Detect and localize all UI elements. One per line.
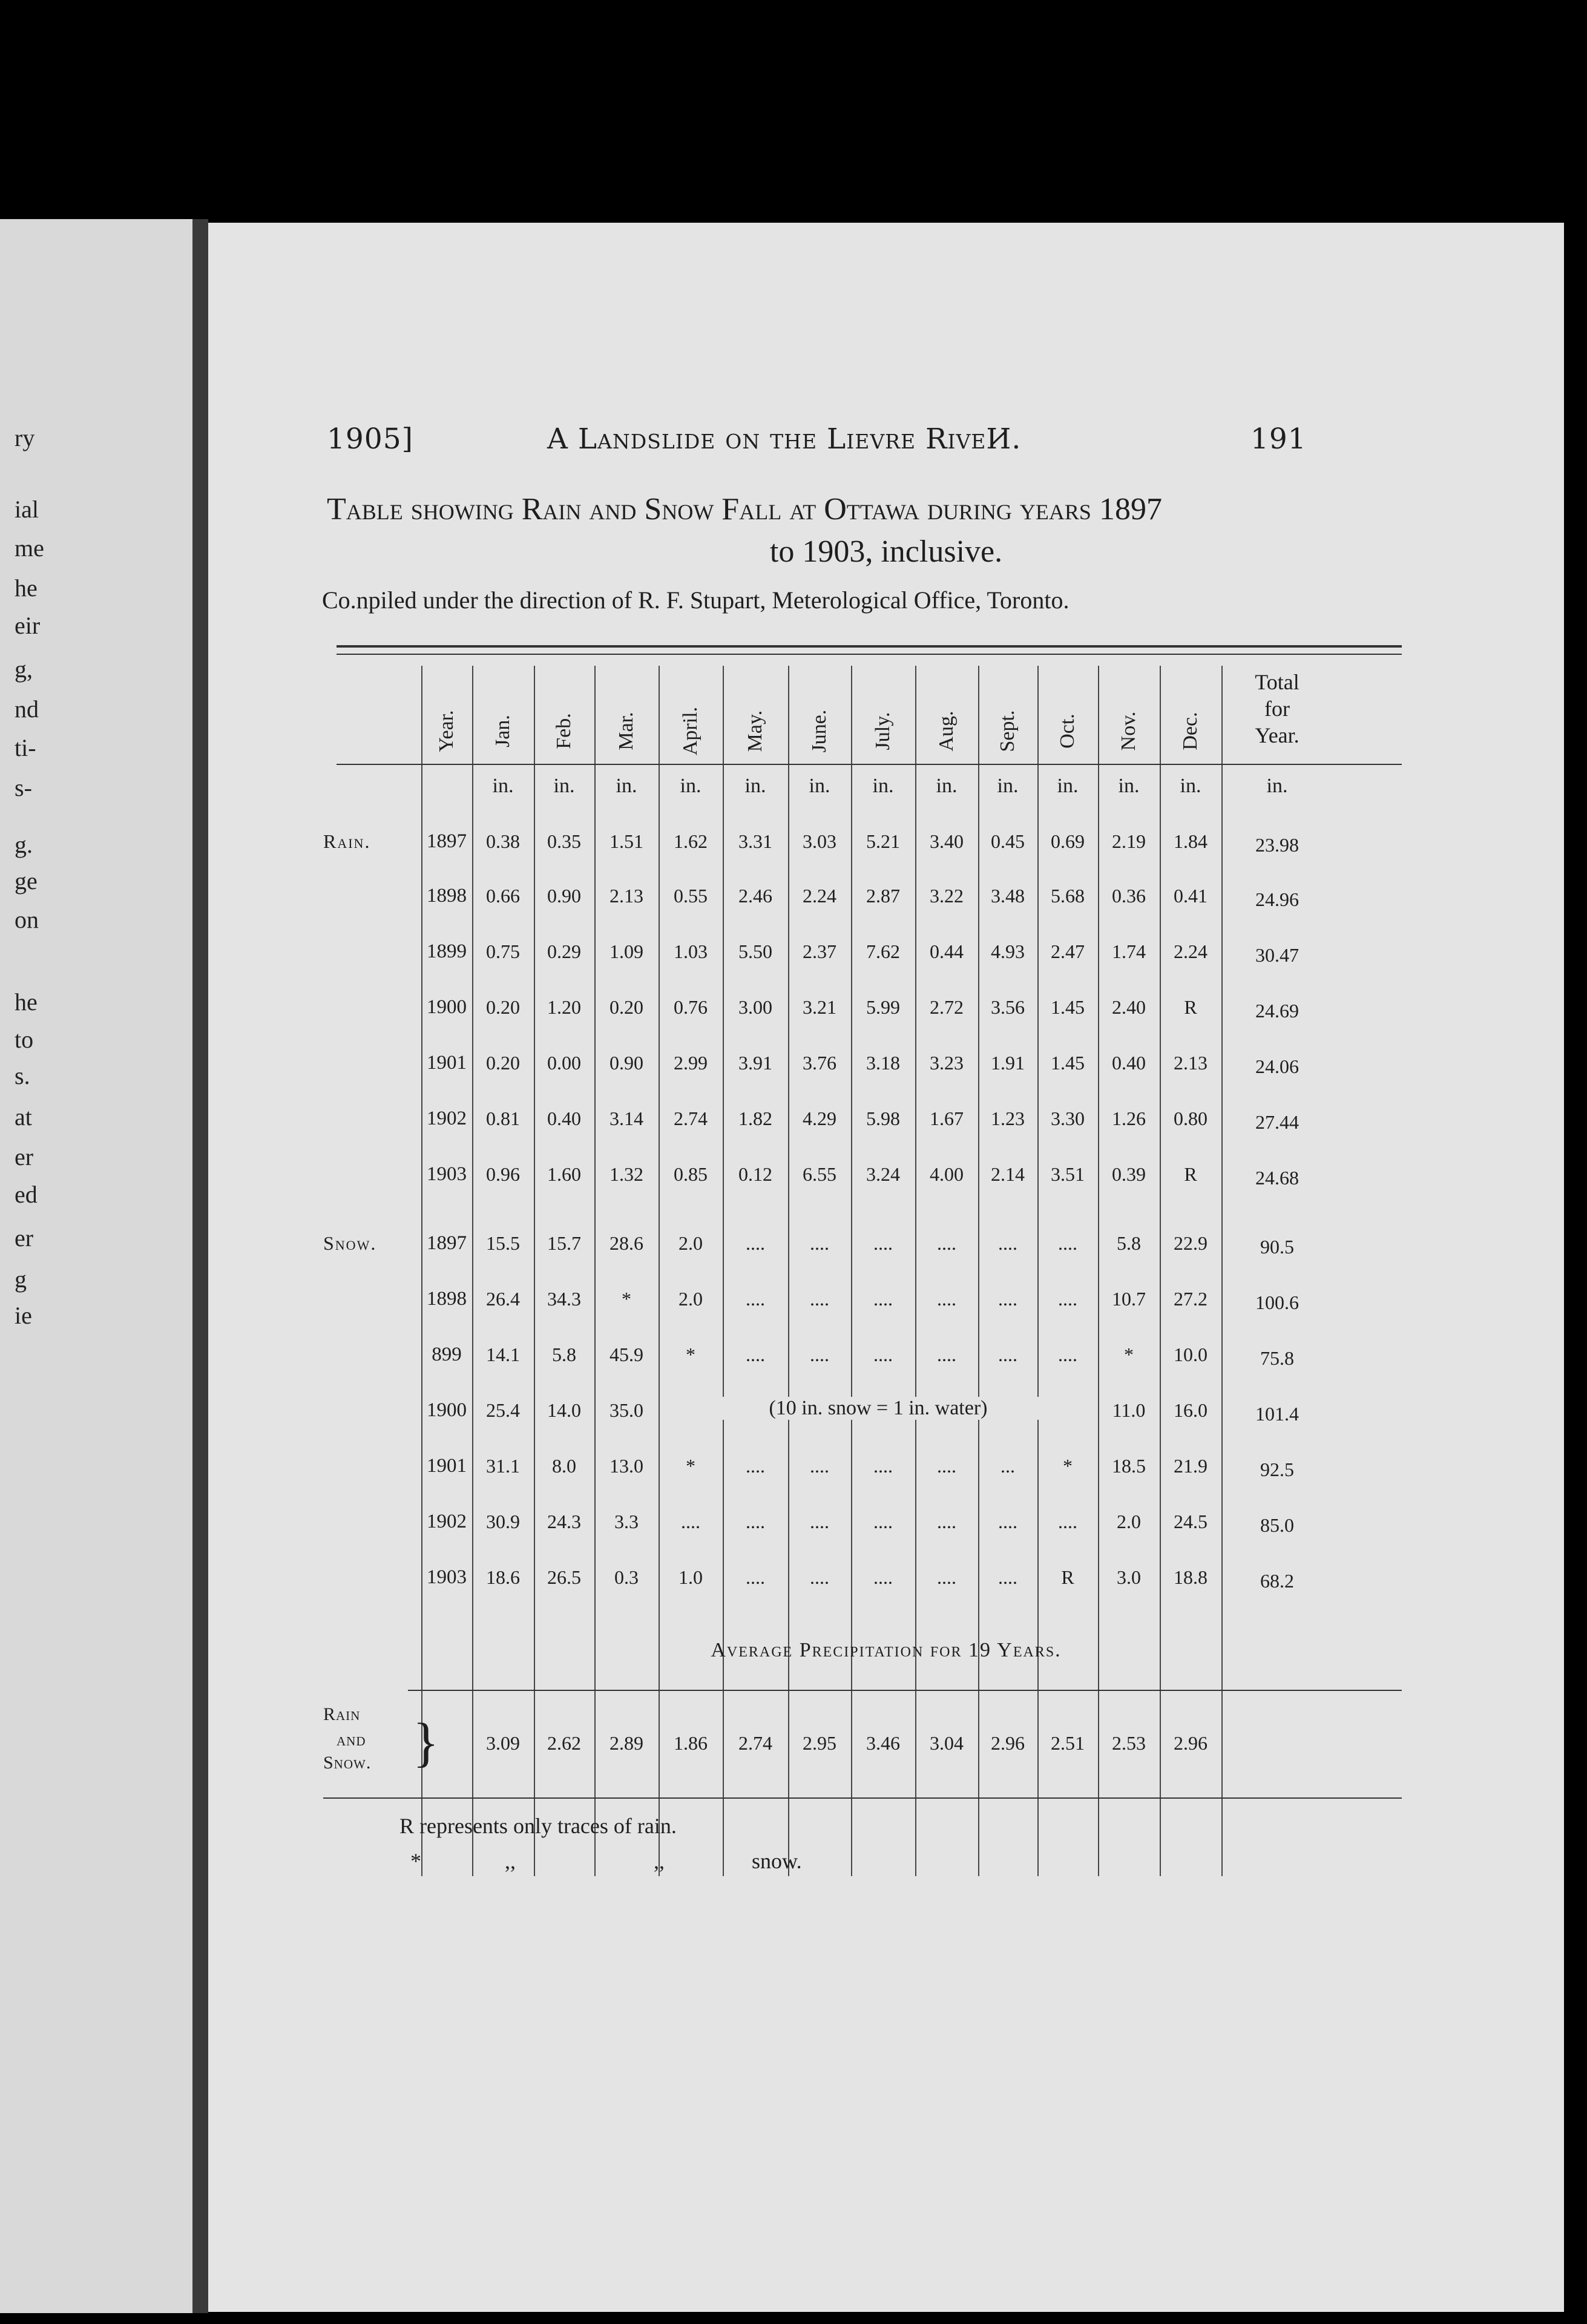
unit-label: in. [680, 775, 702, 797]
snow-value: R [1061, 1566, 1074, 1588]
snow-year: 1903 [427, 1566, 467, 1588]
total-header: for [1264, 697, 1290, 721]
snow-value: 26.5 [547, 1566, 581, 1588]
rain-section-label: Rain. [323, 830, 371, 852]
unit-label: in. [1118, 775, 1140, 797]
snow-value: .... [1058, 1232, 1077, 1254]
average-value: 3.09 [486, 1732, 520, 1754]
snow-value: * [622, 1288, 631, 1310]
header-rule [337, 764, 1402, 765]
rain-value: 1.51 [610, 830, 643, 852]
column-header: Sept. [996, 710, 1019, 752]
left-page-fragment: ti- [15, 734, 36, 761]
note-ditto: ,, [654, 1849, 665, 1873]
snow-value: .... [873, 1511, 893, 1532]
snow-value: .... [998, 1511, 1017, 1532]
rain-value: 3.91 [738, 1052, 772, 1074]
average-value: 3.04 [930, 1732, 964, 1754]
rain-total: 24.68 [1255, 1167, 1299, 1189]
precipitation-table [208, 223, 1564, 2312]
snow-year: 1902 [427, 1511, 467, 1532]
rain-value: 3.22 [930, 885, 964, 907]
snow-value: .... [810, 1566, 829, 1588]
note-rain-traces: R represents only traces of rain. [399, 1814, 677, 1838]
rain-total: 27.44 [1255, 1111, 1299, 1133]
rain-value: 0.81 [486, 1108, 520, 1129]
rain-value: 2.24 [1174, 940, 1208, 962]
snow-value: 18.8 [1174, 1566, 1208, 1588]
snow-value: .... [998, 1566, 1017, 1588]
table-title-line2: to 1903, inclusive. [769, 534, 1003, 569]
rain-value: 0.38 [486, 830, 520, 852]
rain-value: 1.84 [1174, 830, 1208, 852]
snow-value: .... [1058, 1511, 1077, 1532]
left-page-fragment: ie [15, 1302, 32, 1329]
snow-value: 28.6 [610, 1232, 643, 1254]
left-page-fragment: on [15, 906, 39, 933]
snow-total: 90.5 [1260, 1236, 1294, 1258]
rain-value: 2.13 [610, 885, 643, 907]
snow-value: 11.0 [1112, 1399, 1146, 1421]
snow-value: 18.6 [486, 1566, 520, 1588]
unit-label: in. [1180, 775, 1201, 797]
left-page-fragment: at [15, 1103, 32, 1131]
snow-value: * [1063, 1455, 1073, 1477]
column-header: May. [744, 710, 766, 752]
rain-value: 0.75 [486, 940, 520, 962]
snow-value: .... [998, 1288, 1017, 1310]
rain-value: 5.21 [866, 830, 900, 852]
rain-year: 1899 [427, 940, 467, 962]
rain-value: 5.68 [1051, 885, 1085, 907]
snow-value: ... [1000, 1455, 1015, 1477]
average-brace: } [413, 1713, 439, 1773]
snow-total: 75.8 [1260, 1347, 1294, 1369]
snow-value: 18.5 [1112, 1455, 1146, 1477]
rain-value: 3.30 [1051, 1108, 1085, 1129]
snow-value: 30.9 [486, 1511, 520, 1532]
average-value: 2.62 [547, 1732, 581, 1754]
average-top-rule [408, 1690, 1402, 1691]
snow-total: 85.0 [1260, 1514, 1294, 1536]
left-page-fragment: nd [15, 695, 39, 723]
rain-value: 0.41 [1174, 885, 1208, 907]
left-page-fragment: ed [15, 1181, 38, 1208]
rain-value: 1.45 [1051, 996, 1085, 1018]
rain-value: 2.87 [866, 885, 900, 907]
column-header: Year. [435, 710, 458, 752]
rain-value: 0.20 [486, 1052, 520, 1074]
rain-value: 1.91 [991, 1052, 1025, 1074]
left-page-fragment: ge [15, 867, 38, 894]
column-header: June. [808, 709, 830, 753]
average-row-label: Rain [323, 1704, 361, 1724]
snow-value: * [1124, 1344, 1134, 1365]
snow-value: .... [746, 1511, 765, 1532]
rain-year: 1903 [427, 1163, 467, 1185]
total-header: Total [1255, 670, 1300, 694]
page-gutter [192, 219, 208, 2313]
rain-value: 3.23 [930, 1052, 964, 1074]
rain-value: 4.29 [803, 1108, 836, 1129]
unit-label: in. [1057, 775, 1079, 797]
rain-value: 0.76 [674, 996, 708, 1018]
rain-value: 0.80 [1174, 1108, 1208, 1129]
total-header: Year. [1255, 723, 1300, 747]
snow-value: .... [810, 1511, 829, 1532]
left-page-fragment: he [15, 988, 38, 1016]
snow-value: .... [746, 1455, 765, 1477]
rain-value: 0.00 [547, 1052, 581, 1074]
rain-value: 2.19 [1112, 830, 1146, 852]
snow-value: 35.0 [610, 1399, 643, 1421]
snow-year: 1901 [427, 1455, 467, 1477]
rain-total: 24.06 [1255, 1055, 1299, 1077]
column-header: April. [679, 706, 702, 756]
snow-value: 3.0 [1117, 1566, 1141, 1588]
snow-value: 45.9 [610, 1344, 643, 1365]
left-page-fragment: ry [15, 424, 35, 451]
snow-value: * [686, 1344, 695, 1365]
average-value: 2.74 [738, 1732, 772, 1754]
snow-value: 2.0 [678, 1288, 703, 1310]
snow-value: 0.3 [614, 1566, 639, 1588]
snow-value: 25.4 [486, 1399, 520, 1421]
snow-value: .... [937, 1344, 956, 1365]
snow-total: 100.6 [1255, 1292, 1299, 1313]
rain-value: 0.20 [486, 996, 520, 1018]
left-page-fragment: s- [15, 774, 32, 801]
snow-value: .... [937, 1455, 956, 1477]
rain-year: 1898 [427, 885, 467, 907]
column-header: Oct. [1056, 714, 1079, 749]
rain-value: 2.24 [803, 885, 836, 907]
snow-value: 13.0 [610, 1455, 643, 1477]
left-page-fragment: to [15, 1026, 34, 1053]
rain-value: 1.03 [674, 940, 708, 962]
rain-value: 1.67 [930, 1108, 964, 1129]
running-title: A Landslide on the Lievre RiveИ. [547, 422, 1022, 456]
rain-total: 24.69 [1255, 1000, 1299, 1022]
left-page-edge [0, 219, 200, 2313]
left-page-fragment: s. [15, 1062, 30, 1089]
rain-value: R [1184, 996, 1197, 1018]
rain-value: 0.39 [1112, 1163, 1146, 1185]
rain-value: 0.90 [610, 1052, 643, 1074]
left-page-fragment: eir [15, 612, 41, 639]
rain-value: 3.18 [866, 1052, 900, 1074]
column-header: Nov. [1117, 711, 1140, 751]
snow-value: .... [1058, 1344, 1077, 1365]
rain-value: 3.51 [1051, 1163, 1085, 1185]
snow-value: 24.5 [1174, 1511, 1208, 1532]
note-ditto: ,, [505, 1849, 516, 1873]
snow-conversion-note: (10 in. snow = 1 in. water) [671, 1397, 1086, 1420]
rain-value: 0.55 [674, 885, 708, 907]
snow-value: 2.0 [678, 1232, 703, 1254]
snow-value: .... [937, 1232, 956, 1254]
snow-year: 1900 [427, 1399, 467, 1421]
snow-value: 34.3 [547, 1288, 581, 1310]
snow-value: .... [1058, 1288, 1077, 1310]
rain-value: 1.23 [991, 1108, 1025, 1129]
snow-value: 26.4 [486, 1288, 520, 1310]
average-value: 2.53 [1112, 1732, 1146, 1754]
rain-total: 23.98 [1255, 834, 1299, 856]
rain-value: 0.29 [547, 940, 581, 962]
snow-value: .... [810, 1288, 829, 1310]
snow-value: .... [746, 1566, 765, 1588]
unit-label: in. [809, 775, 830, 797]
snow-value: * [686, 1455, 695, 1477]
rain-value: 1.74 [1112, 940, 1146, 962]
unit-label: in. [744, 775, 766, 797]
snow-year: 1898 [427, 1288, 467, 1310]
average-value: 1.86 [674, 1732, 708, 1754]
average-value: 2.96 [991, 1732, 1025, 1754]
average-heading: Average Precipitation for 19 Years. [711, 1639, 1062, 1661]
rain-value: 0.45 [991, 830, 1025, 852]
snow-value: 27.2 [1174, 1288, 1208, 1310]
rain-value: 0.96 [486, 1163, 520, 1185]
rain-value: 0.35 [547, 830, 581, 852]
unit-label: in. [872, 775, 894, 797]
unit-label: in. [492, 775, 514, 797]
note-snow-traces: snow. [752, 1849, 802, 1873]
book-page [208, 223, 1564, 2312]
snow-value: .... [873, 1344, 893, 1365]
snow-section-label: Snow. [323, 1232, 377, 1254]
unit-label: in. [553, 775, 575, 797]
table-title-line1: Table showing Rain and Snow Fall at Ottawa during years 1897 [327, 492, 1162, 527]
snow-total: 101.4 [1255, 1403, 1299, 1425]
rain-value: 0.40 [1112, 1052, 1146, 1074]
rain-value: 3.56 [991, 996, 1025, 1018]
rain-value: 4.00 [930, 1163, 964, 1185]
snow-value: .... [998, 1344, 1017, 1365]
rain-value: 0.12 [738, 1163, 772, 1185]
snow-value: 3.3 [614, 1511, 639, 1532]
rain-value: 0.20 [610, 996, 643, 1018]
rain-value: 4.93 [991, 940, 1025, 962]
rain-value: 3.31 [738, 830, 772, 852]
snow-value: .... [810, 1344, 829, 1365]
page-number: 191 [1250, 422, 1307, 456]
table-top-rule [337, 645, 1402, 648]
unit-label: in. [997, 775, 1019, 797]
rain-value: 3.00 [738, 996, 772, 1018]
snow-value: .... [873, 1288, 893, 1310]
snow-value: 10.0 [1174, 1344, 1208, 1365]
rain-value: 1.32 [610, 1163, 643, 1185]
left-page-fragment: he [15, 574, 38, 602]
left-page-fragment: g [15, 1265, 27, 1293]
snow-value: 16.0 [1174, 1399, 1208, 1421]
rain-value: 1.60 [547, 1163, 581, 1185]
snow-value: 22.9 [1174, 1232, 1208, 1254]
snow-value: .... [937, 1511, 956, 1532]
average-row-label: and [337, 1730, 366, 1750]
snow-value: 8.0 [552, 1455, 576, 1477]
rain-value: 0.69 [1051, 830, 1085, 852]
rain-value: 5.99 [866, 996, 900, 1018]
rain-value: 2.74 [674, 1108, 708, 1129]
left-page-fragment: ial [15, 496, 39, 523]
rain-value: 2.13 [1174, 1052, 1208, 1074]
rain-value: 0.44 [930, 940, 964, 962]
snow-value: 5.8 [1117, 1232, 1141, 1254]
snow-total: 68.2 [1260, 1570, 1294, 1592]
rain-value: 5.98 [866, 1108, 900, 1129]
average-value: 2.95 [803, 1732, 836, 1754]
snow-value: 10.7 [1112, 1288, 1146, 1310]
rain-value: 3.14 [610, 1108, 643, 1129]
rain-value: 2.72 [930, 996, 964, 1018]
rain-value: 1.82 [738, 1108, 772, 1129]
left-page-fragment: g, [15, 655, 33, 683]
average-value: 2.89 [610, 1732, 643, 1754]
unit-label: in. [936, 775, 958, 797]
snow-value: 1.0 [678, 1566, 703, 1588]
snow-value: 2.0 [1117, 1511, 1141, 1532]
rain-value: 2.14 [991, 1163, 1025, 1185]
snow-value: 21.9 [1174, 1455, 1208, 1477]
average-value: 3.46 [866, 1732, 900, 1754]
rain-value: 3.24 [866, 1163, 900, 1185]
rain-value: 0.36 [1112, 885, 1146, 907]
snow-total: 92.5 [1260, 1459, 1294, 1480]
header-year: 1905] [327, 422, 413, 456]
rain-total: 30.47 [1255, 944, 1299, 966]
rain-value: 2.47 [1051, 940, 1085, 962]
rain-value: 5.50 [738, 940, 772, 962]
rain-value: 3.40 [930, 830, 964, 852]
average-row-label: Snow. [323, 1753, 372, 1773]
rain-year: 1901 [427, 1052, 467, 1074]
snow-value: .... [937, 1566, 956, 1588]
rain-total: 24.96 [1255, 888, 1299, 910]
unit-label: in. [616, 775, 637, 797]
average-bottom-rule [323, 1797, 1402, 1799]
rain-value: 7.62 [866, 940, 900, 962]
column-header: Dec. [1179, 712, 1201, 750]
rain-value: 2.99 [674, 1052, 708, 1074]
column-header: July. [872, 712, 894, 750]
rain-value: 1.20 [547, 996, 581, 1018]
snow-value: .... [810, 1455, 829, 1477]
unit-label: in. [1266, 775, 1288, 797]
snow-value: 31.1 [486, 1455, 520, 1477]
snow-value: .... [746, 1232, 765, 1254]
snow-value: 15.5 [486, 1232, 520, 1254]
average-value: 2.96 [1174, 1732, 1208, 1754]
note-marker: * [410, 1849, 421, 1873]
rain-value: 1.26 [1112, 1108, 1146, 1129]
rain-value: 0.90 [547, 885, 581, 907]
snow-value: .... [873, 1455, 893, 1477]
rain-value: 0.66 [486, 885, 520, 907]
snow-value: .... [746, 1288, 765, 1310]
rain-value: 6.55 [803, 1163, 836, 1185]
rain-value: 2.37 [803, 940, 836, 962]
rain-value: 0.40 [547, 1108, 581, 1129]
rain-value: 2.40 [1112, 996, 1146, 1018]
column-header: Aug. [935, 711, 958, 752]
snow-value: 5.8 [552, 1344, 576, 1365]
rain-year: 1902 [427, 1108, 467, 1129]
rain-year: 1897 [427, 830, 467, 852]
rain-value: R [1184, 1163, 1197, 1185]
table-top-rule [337, 654, 1402, 655]
column-header: Feb. [553, 713, 575, 749]
snow-value: .... [746, 1344, 765, 1365]
snow-value: 15.7 [547, 1232, 581, 1254]
rain-value: 2.46 [738, 885, 772, 907]
snow-value: .... [937, 1288, 956, 1310]
rain-value: 3.03 [803, 830, 836, 852]
rain-value: 1.09 [610, 940, 643, 962]
column-header: Mar. [615, 712, 637, 750]
snow-year: 899 [432, 1344, 462, 1365]
snow-value: .... [681, 1511, 700, 1532]
snow-value: 24.3 [547, 1511, 581, 1532]
rain-value: 1.45 [1051, 1052, 1085, 1074]
snow-year: 1897 [427, 1232, 467, 1254]
rain-value: 0.85 [674, 1163, 708, 1185]
rain-year: 1900 [427, 996, 467, 1018]
left-page-fragment: g. [15, 831, 33, 858]
snow-value: .... [873, 1566, 893, 1588]
snow-value: .... [873, 1232, 893, 1254]
snow-value: 14.1 [486, 1344, 520, 1365]
rain-value: 3.76 [803, 1052, 836, 1074]
snow-value: .... [810, 1232, 829, 1254]
average-value: 2.51 [1051, 1732, 1085, 1754]
column-header: Jan. [491, 715, 514, 747]
snow-value: .... [998, 1232, 1017, 1254]
rain-value: 3.48 [991, 885, 1025, 907]
snow-value: 14.0 [547, 1399, 581, 1421]
left-page-fragment: er [15, 1143, 34, 1170]
left-page-fragment: me [15, 534, 44, 562]
rain-value: 3.21 [803, 996, 836, 1018]
left-page-fragment: er [15, 1224, 34, 1252]
rain-value: 1.62 [674, 830, 708, 852]
compiled-by: Co.npiled under the direction of R. F. Stupart, Meterological Office, Toronto. [322, 586, 1070, 614]
